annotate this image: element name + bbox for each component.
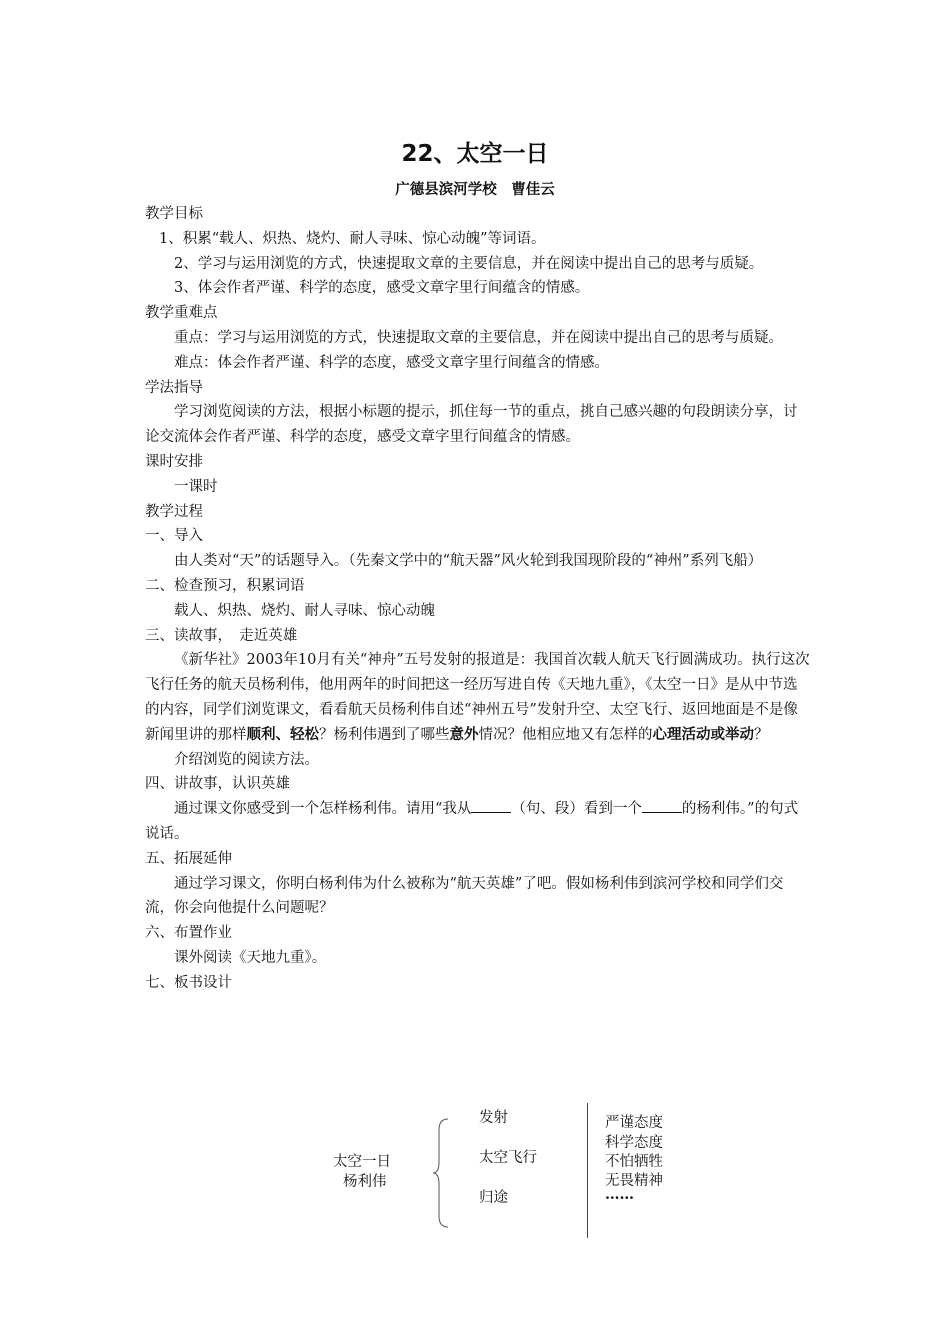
section-3-part-2: ？杨利伟遇到了哪些 [319,726,450,743]
board-divider [587,1103,588,1238]
key-heading: 教学重难点 [145,305,218,322]
difficult-point: 难点：体会作者严谨、科学的态度，感受文章字里行间蕴含的情感。 [174,354,609,371]
board-ellipsis: …… [605,1186,634,1203]
section-3-heading: 三、读故事， 走近英雄 [145,627,298,644]
key-point: 重点：学习与运用浏览的方式，快速提取文章的主要信息，并在阅读中提出自己的思考与质疑。 [174,329,783,346]
process-heading: 教学过程 [145,503,203,520]
section-6-text: 课外阅读《天地九重》。 [174,949,327,966]
section-1-text: 由人类对“天”的话题导入。（先秦文学中的“航天器”风火轮到我国现阶段的“神州”系列飞船） [174,553,763,570]
section-7-heading: 七、板书设计 [145,974,232,991]
section-3-part-4: ？ [754,726,769,743]
board-quality-fearless-spirit: 无畏精神 [605,1173,663,1189]
emphasis-psychology: 心理活动或举动 [652,726,754,743]
board-quality-rigorous: 严谨态度 [605,1115,663,1131]
section-4-heading: 四、讲故事，认识英雄 [145,776,290,793]
emphasis-accident: 意外 [449,726,479,743]
board-branch-flight: 太空飞行 [479,1150,537,1166]
schedule-text: 一课时 [174,478,218,495]
schedule-heading: 课时安排 [145,453,203,470]
author-line: 广德县滨河学校 曹佳云 [395,182,555,198]
section-1-heading: 一、导入 [145,528,203,545]
section-5-heading: 五、拓展延伸 [145,850,232,867]
goals-heading: 教学目标 [145,206,203,222]
section-3-part-1: 《新华社》2003年10月有关“神舟”五号发射的报道是：我国首次载人航天飞行圆满成功。执行这次飞行任务的航天员杨利伟，他用两年的时间把这一经历写进自传《天地九重》，《太空一日》是从中节选的内容，同学们浏览课文，看看航天员杨利伟自述“神州五号”发射升空、太空飞行、返回地面是不是像新闻里讲的那样 [145,652,810,743]
section-4-part-1: 通过课文你感受到一个怎样杨利伟。请用“我从 [174,801,472,818]
board-center-title: 太空一日 [333,1154,391,1170]
section-4-part-2: （句、段）看到一个 [511,801,642,818]
section-3-part-3: 情况？他相应地又有怎样的 [478,726,653,743]
document-title: 22、太空一日 [401,141,549,167]
section-5-text: 通过学习课文，你明白杨利伟为什么被称为“航天英雄”了吧。假如杨利伟到滨河学校和同学们交流，你会向他提什么问题呢？ [145,875,784,917]
section-2-heading: 二、检查预习，积累词语 [145,577,305,594]
section-6-heading: 六、布置作业 [145,925,232,942]
method-heading: 学法指导 [145,379,203,396]
board-quality-fearless-sacrifice: 不怕牺牲 [605,1154,663,1170]
board-quality-scientific: 科学态度 [605,1135,663,1151]
goal-3: 3、体会作者严谨、科学的态度，感受文章字里行间蕴含的情感。 [174,280,590,297]
board-branch-return: 归途 [479,1190,508,1206]
board-branch-launch: 发射 [479,1110,508,1126]
goal-2: 2、学习与运用浏览的方式，快速提取文章的主要信息，并在阅读中提出自己的思考与质疑。 [174,255,764,272]
method-text: 学习浏览阅读的方法，根据小标题的提示，抓住每一节的重点，挑自己感兴趣的句段朗读分享，讨论交流体会作者严谨、科学的态度，感受文章字里行间蕴含的情感。 [145,404,798,446]
brace-icon [432,1118,450,1228]
section-2-text: 载人、炽热、烧灼、耐人寻味、惊心动魄 [174,602,435,619]
section-4-part-3: 的杨利伟。”的句式说话。 [145,801,799,842]
goal-1: 1、积累“载人、炽热、烧灼、耐人寻味、惊心动魄”等词语。 [159,230,546,247]
board-center-name: 杨利伟 [343,1174,387,1190]
emphasis-smooth-easy: 顺利、轻松 [246,726,319,743]
section-3-text-2: 介绍浏览的阅读方法。 [174,751,319,768]
